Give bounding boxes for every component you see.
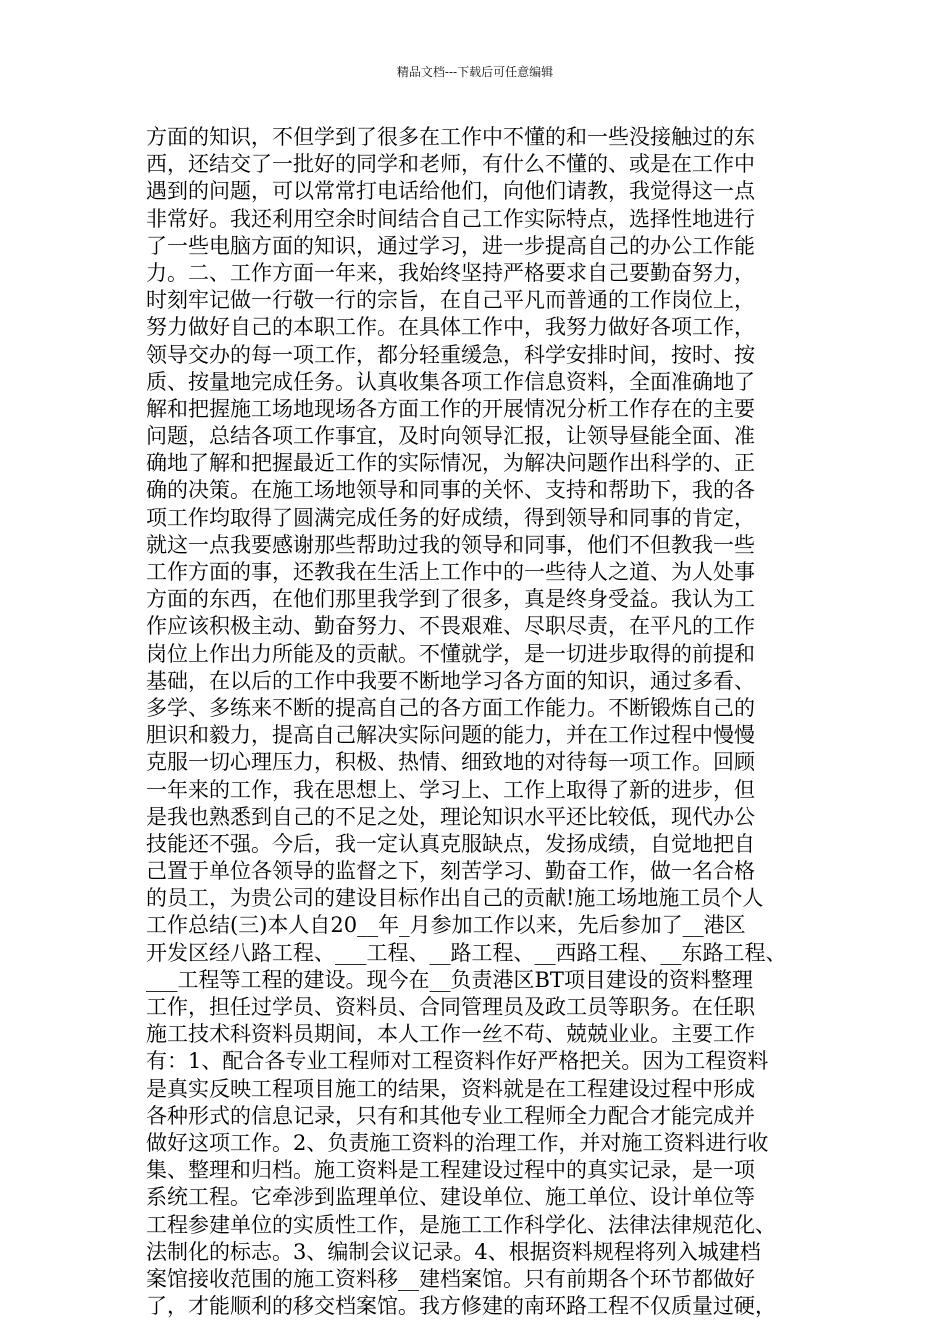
body-line: 多学、多练来不断的提高自己的各方面工作能力。不断锻炼自己的 [146, 695, 755, 720]
body-line: 法制化的标志。3、编制会议记录。4、根据资料规程将列入城建档 [146, 1239, 761, 1264]
body-line: 是我也熟悉到自己的不足之处，理论知识水平还比较低，现代办公 [146, 804, 755, 829]
body-line: 项工作均取得了圆满完成任务的好成绩，得到领导和同事的肯定， [146, 505, 755, 530]
body-line: 工作，担任过学员、资料员、合同管理员及政工员等职务。在任职 [146, 995, 755, 1019]
body-line: 领导交办的每一项工作，都分轻重缓急，科学安排时间，按时、按 [146, 342, 755, 367]
body-line: 了一些电脑方面的知识，通过学习，进一步提高自己的办公工作能 [146, 233, 755, 258]
body-line: 系统工程。它牵涉到监理单位、建设单位、施工单位、设计单位等 [146, 1185, 755, 1210]
body-line: 己置于单位各领导的监督之下，刻苦学习、勤奋工作，做一名合格 [146, 859, 755, 884]
body-line: 问题，总结各项工作事宜，及时向领导汇报，让领导昼能全面、准 [146, 424, 755, 449]
body-line: 开发区经八路工程、___工程、__路工程、__西路工程、__东路工程、 [146, 940, 787, 965]
body-line: 遇到的问题，可以常常打电话给他们，向他们请教，我觉得这一点 [146, 179, 755, 204]
body-line: 解和把握施工场地现场各方面工作的开展情况分析工作存在的主要 [146, 396, 755, 421]
body-line: 西，还结交了一批好的同学和老师，有什么不懂的、或是在工作中 [146, 152, 755, 177]
body-line: 工作方面的事，还教我在生活上工作中的一些待人之道、为人处事 [146, 560, 755, 584]
body-line: 一年来的工作，我在思想上、学习上、工作上取得了新的进步，但 [146, 777, 755, 802]
body-line: 确的决策。在施工场地领导和同事的关怀、支持和帮助下，我的各 [146, 478, 755, 503]
body-line: 作应该积极主动、勤奋努力、不畏艰难、尽职尽责，在平凡的工作 [146, 614, 755, 639]
body-line: 技能还不强。今后，我一定认真克服缺点，发扬成绩，自觉地把自 [146, 831, 755, 856]
body-line: 各种形式的信息记录，只有和其他专业工程师全力配合才能完成并 [146, 1103, 755, 1128]
body-line: 克服一切心理压力，积极、热情、细致地的对待每一项工作。回顾 [146, 750, 755, 775]
body-line: 力。二、工作方面一年来，我始终坚持严格要求自己要勤奋努力， [146, 260, 755, 285]
body-line: 工作总结(三)本人自20__年_月参加工作以来，先后参加了__港区 [146, 913, 746, 938]
body-line: ___工程等工程的建设。现今在__负责港区BT项目建设的资料整理 [146, 967, 753, 992]
body-line: 努力做好自己的本职工作。在具体工作中，我努力做好各项工作， [146, 315, 755, 340]
body-line: 就这一点我要感谢那些帮助过我的领导和同事，他们不但教我一些 [146, 532, 755, 557]
body-line: 时刻牢记做一行敬一行的宗旨，在自己平凡而普通的工作岗位上， [146, 288, 755, 313]
body-line: 有：1、配合各专业工程师对工程资料作好严格把关。因为工程资料 [146, 1049, 769, 1074]
body-line: 案馆接收范围的施工资料移__建档案馆。只有前期各个环节都做好 [146, 1266, 755, 1291]
body-line: 基础，在以后的工作中我要不断地学习各方面的知识，通过多看、 [146, 668, 755, 693]
body-line: 确地了解和把握最近工作的实际情况，为解决问题作出科学的、正 [146, 451, 755, 476]
document-body [146, 124, 822, 1320]
body-line: 胆识和毅力，提高自己解决实际问题的能力，并在工作过程中慢慢 [146, 723, 755, 748]
body-line: 的员工，为贵公司的建设目标作出自己的贡献!施工场地施工员个人 [146, 886, 764, 911]
body-line: 质、按量地完成任务。认真收集各项工作信息资料，全面准确地了 [146, 369, 755, 394]
body-line: 非常好。我还利用空余时间结合自己工作实际特点，选择性地进行 [146, 206, 755, 231]
body-line: 是真实反映工程项目施工的结果，资料就是在工程建设过程中形成 [146, 1076, 755, 1101]
page-header: 精品文档---下载后可任意编辑 [396, 65, 554, 79]
body-line: 集、整理和归档。施工资料是工程建设过程中的真实记录，是一项 [146, 1158, 755, 1183]
body-line: 工程参建单位的实质性工作，是施工工作科学化、法律法律规范化、 [146, 1212, 776, 1237]
body-line: 岗位上作出力所能及的贡献。不懂就学，是一切进步取得的前提和 [146, 641, 755, 666]
body-line: 方面的东西，在他们那里我学到了很多，真是终身受益。我认为工 [146, 587, 755, 612]
body-line: 施工技术科资料员期间，本人工作一丝不苟、兢兢业业。主要工作 [146, 1022, 755, 1047]
body-line: 了，才能顺利的移交档案馆。我方修建的南环路工程不仅质量过硬， [146, 1294, 776, 1319]
body-line: 方面的知识，不但学到了很多在工作中不懂的和一些没接触过的东 [146, 125, 755, 149]
body-line: 做好这项工作。2、负责施工资料的治理工作，并对施工资料进行收 [146, 1130, 769, 1155]
